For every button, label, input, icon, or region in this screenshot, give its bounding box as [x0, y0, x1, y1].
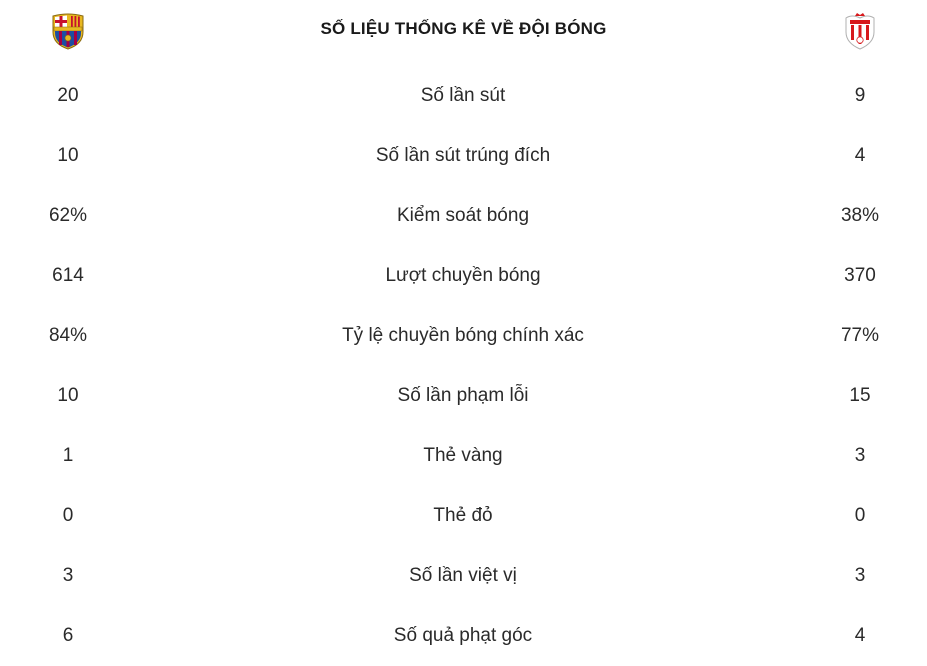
stat-label: Số lần sút trúng đích — [375, 145, 551, 166]
stat-label: Lượt chuyền bóng — [385, 265, 541, 286]
home-value: 84% — [48, 325, 88, 346]
away-value: 15 — [849, 385, 871, 406]
stat-row-corners — [0, 606, 927, 666]
away-value: 9 — [854, 85, 866, 106]
away-value: 3 — [854, 565, 866, 586]
stat-label: Số lần việt vị — [409, 565, 517, 586]
away-value: 38% — [840, 205, 880, 226]
away-value: 77% — [840, 325, 880, 346]
home-value: 62% — [48, 205, 88, 226]
home-value: 0 — [62, 505, 74, 526]
stat-row-yellow-cards — [0, 426, 927, 486]
home-value: 614 — [52, 265, 84, 286]
stat-label: Số quả phạt góc — [393, 625, 533, 646]
stat-row-fouls — [0, 366, 927, 426]
away-value: 4 — [854, 145, 866, 166]
away-value: 0 — [854, 505, 866, 526]
away-value: 4 — [854, 625, 866, 646]
stat-row-pass-accuracy — [0, 306, 927, 366]
stat-label: Thẻ đỏ — [433, 505, 493, 526]
home-value: 3 — [62, 565, 74, 586]
stat-row-shots — [0, 66, 927, 126]
page-title: SỐ LIỆU THỐNG KÊ VỀ ĐỘI BÓNG — [320, 19, 607, 38]
away-value: 370 — [844, 265, 876, 286]
stat-label: Kiểm soát bóng — [396, 205, 530, 226]
stat-row-shots-on-target — [0, 126, 927, 186]
home-value: 6 — [62, 625, 74, 646]
stat-label: Số lần sút — [420, 85, 506, 106]
stat-row-possession — [0, 186, 927, 246]
home-value: 10 — [57, 385, 79, 406]
home-value: 10 — [57, 145, 79, 166]
stat-row-passes — [0, 246, 927, 306]
stats-header — [0, 0, 927, 62]
stats-table — [0, 66, 927, 666]
sevilla-crest-icon — [842, 12, 878, 50]
home-value: 1 — [62, 445, 74, 466]
stat-row-offsides — [0, 546, 927, 606]
stat-row-red-cards — [0, 486, 927, 546]
away-value: 3 — [854, 445, 866, 466]
stat-label: Thẻ vàng — [423, 445, 503, 466]
home-value: 20 — [57, 85, 79, 106]
stat-label: Số lần phạm lỗi — [397, 385, 529, 406]
stat-label: Tỷ lệ chuyền bóng chính xác — [342, 325, 584, 346]
